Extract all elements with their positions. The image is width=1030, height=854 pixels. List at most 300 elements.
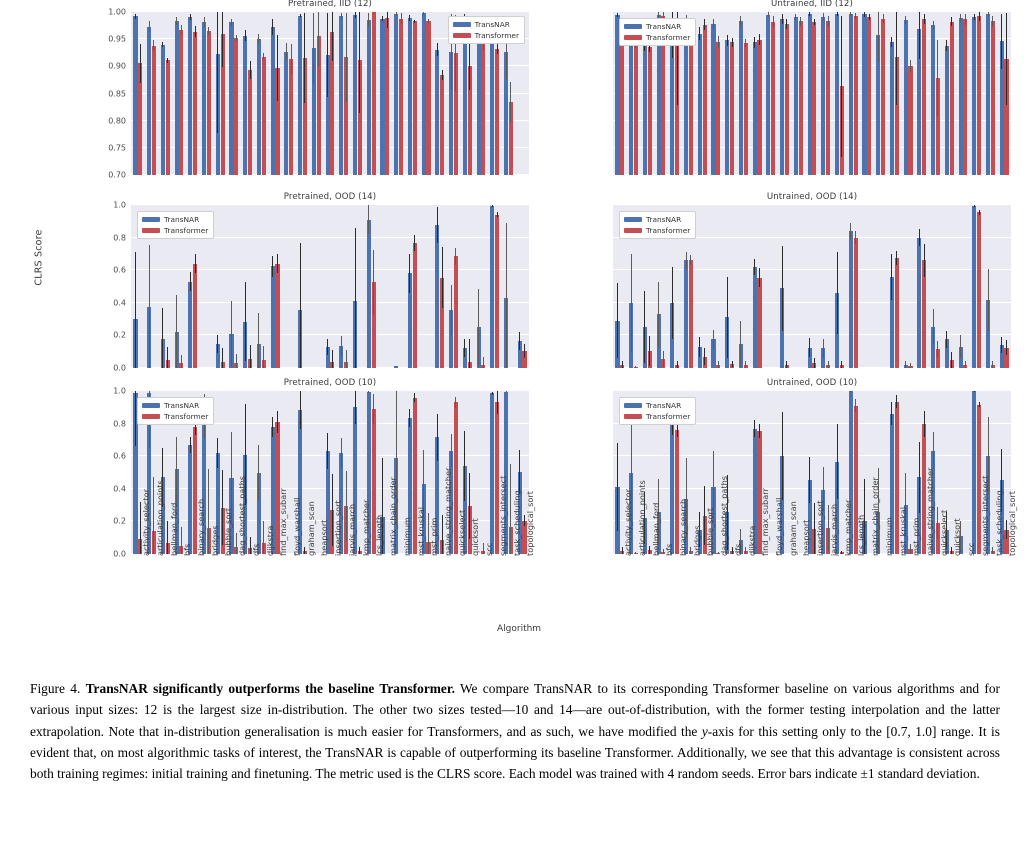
- bar-transformer: [152, 46, 156, 175]
- bar-transnar: [490, 34, 494, 175]
- bar-group: [785, 12, 789, 175]
- bar-group: [794, 12, 798, 175]
- error-bar: [135, 391, 136, 446]
- error-bar: [442, 247, 443, 307]
- bar-group: [367, 12, 371, 175]
- x-tick-label: segments_intersect: [979, 475, 990, 556]
- bar-transformer: [689, 25, 693, 176]
- bar-group: [175, 12, 179, 175]
- error-bar: [896, 251, 897, 264]
- x-tick-label: dijkstra: [264, 525, 275, 556]
- legend-entry: [453, 31, 519, 40]
- error-bar: [855, 399, 856, 412]
- bar-group: [950, 205, 954, 368]
- error-bar: [304, 13, 305, 103]
- chart-panel-untrained_iid_12: [613, 0, 1011, 175]
- error-bar: [841, 361, 842, 368]
- bar-group: [193, 12, 197, 175]
- y-tick-label: 0.75: [108, 143, 126, 153]
- bar-group: [317, 205, 321, 368]
- bar-group: [518, 205, 522, 368]
- error-bar: [162, 308, 163, 368]
- bar-transnar: [229, 22, 233, 175]
- error-bar: [883, 14, 884, 23]
- error-bar: [506, 391, 507, 393]
- error-bar: [891, 37, 892, 47]
- x-tick-label: quickselect: [938, 509, 949, 556]
- bar-transformer: [922, 19, 926, 175]
- x-tick-label: dag_shortest_paths: [719, 475, 730, 556]
- error-bar: [190, 272, 191, 292]
- error-bar: [341, 336, 342, 356]
- y-tick-label: 0.6: [113, 451, 126, 461]
- bar-group: [339, 205, 343, 368]
- x-tick-label: minimum: [883, 517, 894, 556]
- error-bar: [809, 12, 810, 16]
- x-tick-label: scc: [484, 542, 495, 556]
- error-bar: [855, 13, 856, 20]
- error-bar: [979, 210, 980, 215]
- caption-body-1: We compare TransNAR to its corresponding Transformer baseline on various algorithms and for various input sizes: 12 is the largest size in-distribution. The other two sizes tested—10 and 14—are out-of-distribution, with the former testing interpolation and the latter extrapolation. Note that in-distribution generalisation is much easier for Transformers, and as such, we have modified the: [30, 681, 1001, 739]
- error-bar: [355, 12, 356, 18]
- bar-transnar: [243, 36, 247, 175]
- bar-transformer: [440, 75, 444, 175]
- bar-group: [221, 205, 225, 368]
- error-bar: [617, 443, 618, 531]
- bar-transformer: [289, 59, 293, 175]
- error-bar: [464, 339, 465, 357]
- legend-swatch-icon: [142, 228, 160, 233]
- error-bar: [492, 205, 493, 207]
- bar-group: [284, 12, 288, 175]
- error-bar: [442, 70, 443, 81]
- chart-title: Pretrained, IID (12): [288, 0, 372, 9]
- error-bar: [740, 321, 741, 367]
- error-bar: [272, 19, 273, 35]
- bar-group: [179, 12, 183, 175]
- bar-transformer: [826, 21, 830, 175]
- bar-group: [449, 205, 453, 368]
- bar-group: [821, 205, 825, 368]
- bar-group: [166, 12, 170, 175]
- error-bar: [635, 366, 636, 368]
- bar-transnar: [188, 445, 192, 554]
- bar-transformer: [179, 30, 183, 175]
- bar-group: [808, 205, 812, 368]
- bar-group: [408, 205, 412, 368]
- error-bar: [992, 361, 993, 368]
- legend-swatch-icon: [624, 403, 642, 408]
- legend-swatch-icon: [624, 228, 642, 233]
- y-tick-label: 0.95: [108, 34, 126, 44]
- bar-transformer: [234, 38, 238, 175]
- bar-group: [730, 205, 734, 368]
- bar-group: [908, 12, 912, 175]
- bar-group: [289, 12, 293, 175]
- bar-group: [435, 12, 439, 175]
- bar-group: [463, 205, 467, 368]
- x-tick-label: activity_selector: [623, 489, 634, 556]
- bar-transnar: [959, 18, 963, 175]
- error-bar: [1001, 337, 1002, 353]
- bar-group: [698, 205, 702, 368]
- bar-transnar: [175, 21, 179, 175]
- caption-math-pm: ±1: [860, 766, 875, 782]
- bar-transformer: [977, 16, 981, 175]
- bar-group: [808, 12, 812, 175]
- error-bar: [368, 205, 369, 234]
- x-tick-label: lcs_length: [374, 514, 385, 556]
- error-bar: [291, 44, 292, 74]
- bar-transnar: [367, 20, 371, 175]
- legend-entry: [624, 226, 690, 235]
- error-bar: [245, 30, 246, 41]
- bar-group: [936, 12, 940, 175]
- bar-transnar: [339, 16, 343, 175]
- chart-title: Pretrained, OOD (14): [283, 192, 377, 202]
- bar-group: [188, 12, 192, 175]
- error-bar: [208, 27, 209, 36]
- error-bar: [277, 254, 278, 274]
- error-bar: [754, 259, 755, 275]
- chart-legend: [619, 397, 696, 425]
- x-tick-label: matrix_chain_order: [388, 477, 399, 556]
- bar-group: [303, 12, 307, 175]
- legend-label: TransNAR: [164, 215, 200, 224]
- bar-transnar: [698, 34, 702, 175]
- bar-group: [945, 12, 949, 175]
- bar-group: [312, 205, 316, 368]
- bar-group: [504, 205, 508, 368]
- error-bar: [231, 19, 232, 26]
- bar-group: [840, 205, 844, 368]
- error-bar: [167, 58, 168, 62]
- chart-title: Untrained, IID (12): [771, 0, 853, 9]
- x-tick-label: lcs_length: [856, 514, 867, 556]
- bar-group: [1004, 205, 1008, 368]
- x-tick-label: dijkstra: [746, 525, 757, 556]
- error-bar: [644, 291, 645, 363]
- bar-group: [739, 12, 743, 175]
- error-bar: [704, 19, 705, 30]
- x-tick-label: bfs: [664, 543, 675, 556]
- bar-group: [739, 391, 743, 554]
- error-bar: [974, 391, 975, 392]
- bar-group: [849, 12, 853, 175]
- bar-group: [481, 205, 485, 368]
- error-bar: [204, 17, 205, 27]
- bar-transformer: [248, 70, 252, 175]
- error-bar: [768, 12, 769, 17]
- legend-swatch-icon: [142, 217, 160, 222]
- x-tick-label: topological_sort: [525, 491, 536, 556]
- error-bar: [245, 282, 246, 360]
- x-tick-label: task_scheduling: [993, 490, 1004, 556]
- x-tick-label: activity_selector: [141, 489, 152, 556]
- bar-transformer: [977, 212, 981, 368]
- error-bar: [176, 295, 177, 368]
- bar-transnar: [202, 22, 206, 175]
- bar-group: [963, 205, 967, 368]
- error-bar: [313, 13, 314, 85]
- legend-label: Transformer: [474, 31, 519, 40]
- error-bar: [937, 341, 938, 357]
- error-bar: [924, 411, 925, 437]
- error-bar: [809, 338, 810, 358]
- x-tick-label: jarvis_march: [346, 503, 357, 556]
- bar-group: [426, 12, 430, 175]
- error-bar: [451, 285, 452, 336]
- error-bar: [341, 438, 342, 467]
- bar-group: [234, 12, 238, 175]
- bar-group: [234, 205, 238, 368]
- error-bar: [497, 212, 498, 217]
- bar-group: [972, 12, 976, 175]
- bar-group: [862, 205, 866, 368]
- bar-group: [716, 205, 720, 368]
- bar-group: [977, 205, 981, 368]
- error-bar: [414, 20, 415, 23]
- error-bar: [850, 12, 851, 16]
- x-tick-label: find_max_subarr: [760, 488, 771, 556]
- y-tick-label: 0.6: [113, 265, 126, 275]
- bar-transnar: [945, 46, 949, 175]
- x-tick-label: mst_prim: [429, 517, 440, 556]
- bar-group: [725, 205, 729, 368]
- bar-group: [408, 12, 412, 175]
- x-tick-label: quicksort: [952, 518, 963, 556]
- bar-group: [780, 205, 784, 368]
- bar-transformer: [703, 25, 707, 176]
- error-bar: [409, 15, 410, 20]
- bar-group: [133, 12, 137, 175]
- error-bar: [946, 331, 947, 349]
- error-bar: [181, 355, 182, 368]
- chart-legend: [137, 397, 214, 425]
- y-tick-label: 0.70: [108, 170, 126, 180]
- bar-group: [890, 12, 894, 175]
- bar-group: [339, 12, 343, 175]
- y-tick-label: 0.0: [113, 549, 126, 559]
- bar-group: [725, 12, 729, 175]
- legend-label: Transformer: [646, 412, 691, 421]
- bar-group: [275, 205, 279, 368]
- bar-transnar: [684, 260, 688, 368]
- error-bar: [869, 14, 870, 21]
- bar-group: [753, 12, 757, 175]
- error-bar: [919, 12, 920, 59]
- error-bar: [469, 339, 470, 368]
- bar-group: [1004, 12, 1008, 175]
- x-tick-label: insertion_sort: [333, 500, 344, 556]
- bar-group: [257, 391, 261, 554]
- bar-group: [972, 391, 976, 554]
- error-bar: [965, 361, 966, 368]
- error-bar: [782, 412, 783, 500]
- legend-swatch-icon: [453, 33, 471, 38]
- error-bar: [263, 346, 264, 368]
- bar-group: [753, 205, 757, 368]
- error-bar: [713, 330, 714, 350]
- legend-label: TransNAR: [646, 22, 682, 31]
- bar-group: [229, 205, 233, 368]
- bar-transformer: [495, 49, 499, 175]
- error-bar: [346, 13, 347, 102]
- bar-group: [422, 12, 426, 175]
- error-bar: [924, 244, 925, 277]
- y-tick-label: 1.00: [108, 7, 126, 17]
- error-bar: [814, 19, 815, 26]
- error-bar: [910, 60, 911, 72]
- bar-group: [867, 205, 871, 368]
- chart-panel-pretrained_ood_14: [113, 192, 529, 373]
- bar-transformer: [207, 31, 211, 175]
- bar-group: [862, 12, 866, 175]
- chart-panel-untrained_ood_14: [613, 192, 1011, 368]
- chart-title: Untrained, OOD (10): [766, 378, 858, 388]
- x-tick-label: find_max_subarr: [278, 488, 289, 556]
- error-bar: [690, 255, 691, 265]
- bar-transnar: [849, 14, 853, 175]
- error-bar: [195, 26, 196, 37]
- error-bar: [359, 12, 360, 113]
- x-tick-label: bellman_ford: [650, 502, 661, 556]
- chart-legend: [137, 211, 214, 239]
- bar-group: [413, 12, 417, 175]
- caption-body-2: -axis for this setting only to the: [707, 723, 887, 739]
- x-tick-label: mst_kruskal: [897, 507, 908, 556]
- bar-transformer: [634, 44, 638, 175]
- bar-group: [138, 12, 142, 175]
- caption-figure-label: Figure 4.: [30, 681, 81, 696]
- error-bar: [318, 12, 319, 66]
- bar-group: [799, 12, 803, 175]
- bar-group: [509, 205, 513, 368]
- bar-transformer: [799, 21, 803, 175]
- error-bar: [162, 42, 163, 47]
- error-bar: [905, 16, 906, 24]
- bar-group: [826, 12, 830, 175]
- error-bar: [332, 12, 333, 61]
- error-bar: [823, 13, 824, 22]
- x-tick-label: binary_search: [195, 498, 206, 556]
- error-bar: [176, 17, 177, 25]
- bar-transnar: [753, 42, 757, 175]
- bar-transnar: [808, 14, 812, 175]
- bar-group: [257, 205, 261, 368]
- bar-group: [454, 205, 458, 368]
- error-bar: [891, 254, 892, 300]
- x-tick-label: kmp_matcher: [360, 499, 371, 556]
- bar-transformer: [881, 19, 885, 175]
- bar-transnar: [739, 21, 743, 175]
- bar-group: [468, 205, 472, 368]
- bar-group: [840, 12, 844, 175]
- legend-label: Transformer: [646, 33, 691, 42]
- error-bar: [896, 12, 897, 105]
- error-bar: [786, 361, 787, 368]
- error-bar: [396, 12, 397, 16]
- bar-group: [703, 205, 707, 368]
- bar-transformer: [385, 18, 389, 175]
- error-bar: [910, 363, 911, 368]
- x-tick-label: bridges: [209, 525, 220, 556]
- bar-transnar: [821, 17, 825, 175]
- error-bar: [677, 424, 678, 437]
- bar-group: [257, 12, 261, 175]
- error-bar: [837, 252, 838, 334]
- error-bar: [841, 16, 842, 157]
- x-tick-label: bubble_sort: [705, 507, 716, 556]
- caption-body-4: standard deviation.: [874, 766, 980, 782]
- bar-transformer: [426, 21, 430, 175]
- x-tick-label: jarvis_march: [828, 503, 839, 556]
- error-bar: [795, 14, 796, 21]
- bar-group: [711, 12, 715, 175]
- legend-label: TransNAR: [646, 215, 682, 224]
- bar-transformer: [963, 19, 967, 175]
- error-bar: [1006, 340, 1007, 355]
- error-bar: [933, 432, 934, 469]
- bar-group: [262, 12, 266, 175]
- error-bar: [483, 357, 484, 368]
- legend-entry: [624, 401, 690, 410]
- bar-group: [490, 391, 494, 554]
- bar-transnar: [188, 17, 192, 175]
- error-bar: [387, 12, 388, 28]
- error-bar: [663, 351, 664, 367]
- bar-group: [945, 205, 949, 368]
- error-bar: [373, 394, 374, 423]
- x-tick-label: heapsort: [801, 519, 812, 556]
- bar-group: [771, 12, 775, 175]
- error-bar: [759, 34, 760, 45]
- bar-transformer: [413, 243, 417, 368]
- bar-group: [950, 12, 954, 175]
- bar-group: [312, 12, 316, 175]
- bar-group: [917, 205, 921, 368]
- legend-entry: [142, 401, 208, 410]
- error-bar: [896, 395, 897, 408]
- bar-group: [908, 205, 912, 368]
- error-bar: [937, 40, 938, 116]
- bar-group: [221, 12, 225, 175]
- error-bar: [272, 256, 273, 277]
- bar-transnar: [643, 44, 647, 175]
- bar-group: [730, 391, 734, 554]
- bar-group: [399, 205, 403, 368]
- error-bar: [732, 38, 733, 47]
- error-bar: [455, 397, 456, 408]
- chart-legend: [448, 16, 525, 44]
- bar-transnar: [435, 50, 439, 176]
- bar-group: [959, 12, 963, 175]
- bar-group: [380, 205, 384, 368]
- error-bar: [727, 277, 728, 359]
- bar-group: [330, 205, 334, 368]
- bar-group: [799, 205, 803, 368]
- error-bar: [850, 223, 851, 239]
- error-bar: [855, 231, 856, 244]
- legend-swatch-icon: [453, 22, 471, 27]
- bar-group: [766, 12, 770, 175]
- bar-group: [757, 12, 761, 175]
- error-bar: [258, 445, 259, 500]
- bar-group: [963, 391, 967, 554]
- bar-transformer: [648, 47, 652, 175]
- error-bar: [181, 25, 182, 36]
- legend-entry: [624, 215, 690, 224]
